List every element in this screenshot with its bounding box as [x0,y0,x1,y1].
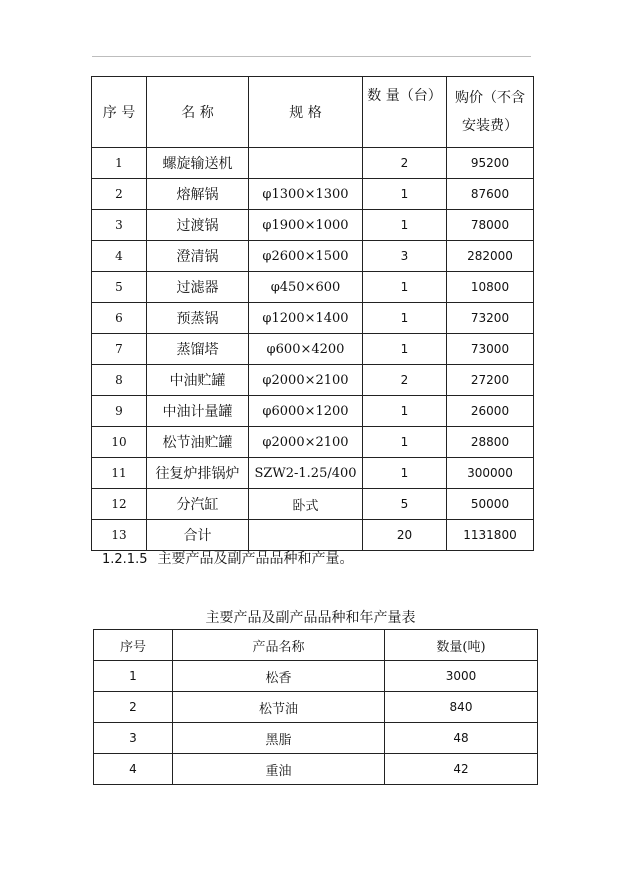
equipment-row [92,427,534,458]
row-index: 1 [92,148,147,179]
equipment-row [92,365,534,396]
product-row [94,661,538,692]
row-spec: 卧式 [249,489,363,520]
product-row [94,723,538,754]
row-spec: SZW2-1.25/400 [249,458,363,489]
equipment-table [91,76,534,551]
row-quantity: 3 [363,241,447,272]
row-quantity: 1 [363,396,447,427]
row-index: 8 [92,365,147,396]
header-quantity-label: 数 量（台） [367,88,442,104]
row-quantity: 2 [363,148,447,179]
product-index: 1 [94,661,173,692]
equipment-row [92,179,534,210]
products-table [93,629,538,785]
row-quantity: 1 [363,272,447,303]
equipment-row [92,148,534,179]
row-quantity: 1 [363,210,447,241]
product-quantity: 840 [385,692,538,723]
row-spec: φ450×600 [249,272,363,303]
row-quantity: 1 [363,179,447,210]
row-quantity: 1 [363,458,447,489]
product-index: 2 [94,692,173,723]
row-price: 282000 [447,241,534,272]
row-index: 13 [92,520,147,551]
header-spec: 规 格 [249,77,363,148]
row-price: 27200 [447,365,534,396]
row-quantity: 1 [363,427,447,458]
header-price-line2: 安装费） [462,118,518,134]
product-name: 松香 [173,661,385,692]
row-price: 95200 [447,148,534,179]
product-name: 松节油 [173,692,385,723]
equipment-row [92,241,534,272]
row-price: 1131800 [447,520,534,551]
row-index: 10 [92,427,147,458]
row-name: 中油贮罐 [147,365,249,396]
header-quantity [363,77,447,148]
product-quantity: 48 [385,723,538,754]
row-spec [249,148,363,179]
row-index: 4 [92,241,147,272]
header-name: 名 称 [147,77,249,148]
header-price-line1: 购价（不含 [455,90,525,106]
product-row [94,692,538,723]
row-name: 分汽缸 [147,489,249,520]
section-title: 主要产品及副产品品种和产量。 [157,551,354,567]
row-price: 10800 [447,272,534,303]
product-quantity: 42 [385,754,538,785]
product-name: 黑脂 [173,723,385,754]
row-name: 中油计量罐 [147,396,249,427]
row-index: 11 [92,458,147,489]
row-spec: φ1900×1000 [249,210,363,241]
row-spec: φ2000×2100 [249,427,363,458]
row-name: 螺旋输送机 [147,148,249,179]
row-spec: φ1200×1400 [249,303,363,334]
row-index: 12 [92,489,147,520]
header-index: 序 号 [92,77,147,148]
row-name: 松节油贮罐 [147,427,249,458]
equipment-row [92,272,534,303]
page-header-rule [92,56,531,57]
row-quantity: 1 [363,334,447,365]
row-index: 3 [92,210,147,241]
row-quantity: 2 [363,365,447,396]
row-name: 熔解锅 [147,179,249,210]
equipment-table-header-row [92,77,534,148]
row-index: 5 [92,272,147,303]
row-price: 73000 [447,334,534,365]
product-name: 重油 [173,754,385,785]
row-spec: φ600×4200 [249,334,363,365]
row-index: 2 [92,179,147,210]
equipment-row [92,210,534,241]
row-price: 26000 [447,396,534,427]
row-spec [249,520,363,551]
row-name: 澄清锅 [147,241,249,272]
equipment-row [92,458,534,489]
row-name: 过滤器 [147,272,249,303]
products-table-title: 主要产品及副产品品种和年产量表 [205,610,416,626]
equipment-row [92,334,534,365]
equipment-row [92,520,534,551]
product-quantity: 3000 [385,661,538,692]
row-name: 往复炉排锅炉 [147,458,249,489]
section-heading [102,548,353,568]
product-index: 3 [94,723,173,754]
equipment-row [92,489,534,520]
products-table-header-row [94,630,538,661]
row-index: 7 [92,334,147,365]
product-row [94,754,538,785]
row-index: 6 [92,303,147,334]
row-quantity: 1 [363,303,447,334]
equipment-row [92,303,534,334]
row-name: 预蒸锅 [147,303,249,334]
row-spec: φ6000×1200 [249,396,363,427]
row-price: 28800 [447,427,534,458]
section-number: 1.2.1.5 [102,552,148,567]
row-price: 300000 [447,458,534,489]
row-price: 73200 [447,303,534,334]
row-name: 合计 [147,520,249,551]
row-name: 过渡锅 [147,210,249,241]
header-price [447,77,534,148]
row-price: 50000 [447,489,534,520]
product-index: 4 [94,754,173,785]
prod-header-index: 序号 [94,630,173,661]
row-price: 78000 [447,210,534,241]
prod-header-name: 产品名称 [173,630,385,661]
row-spec: φ2000×2100 [249,365,363,396]
row-quantity: 5 [363,489,447,520]
row-spec: φ2600×1500 [249,241,363,272]
row-spec: φ1300×1300 [249,179,363,210]
row-price: 87600 [447,179,534,210]
row-quantity: 20 [363,520,447,551]
prod-header-quantity: 数量(吨) [385,630,538,661]
equipment-row [92,396,534,427]
row-index: 9 [92,396,147,427]
row-name: 蒸馏塔 [147,334,249,365]
